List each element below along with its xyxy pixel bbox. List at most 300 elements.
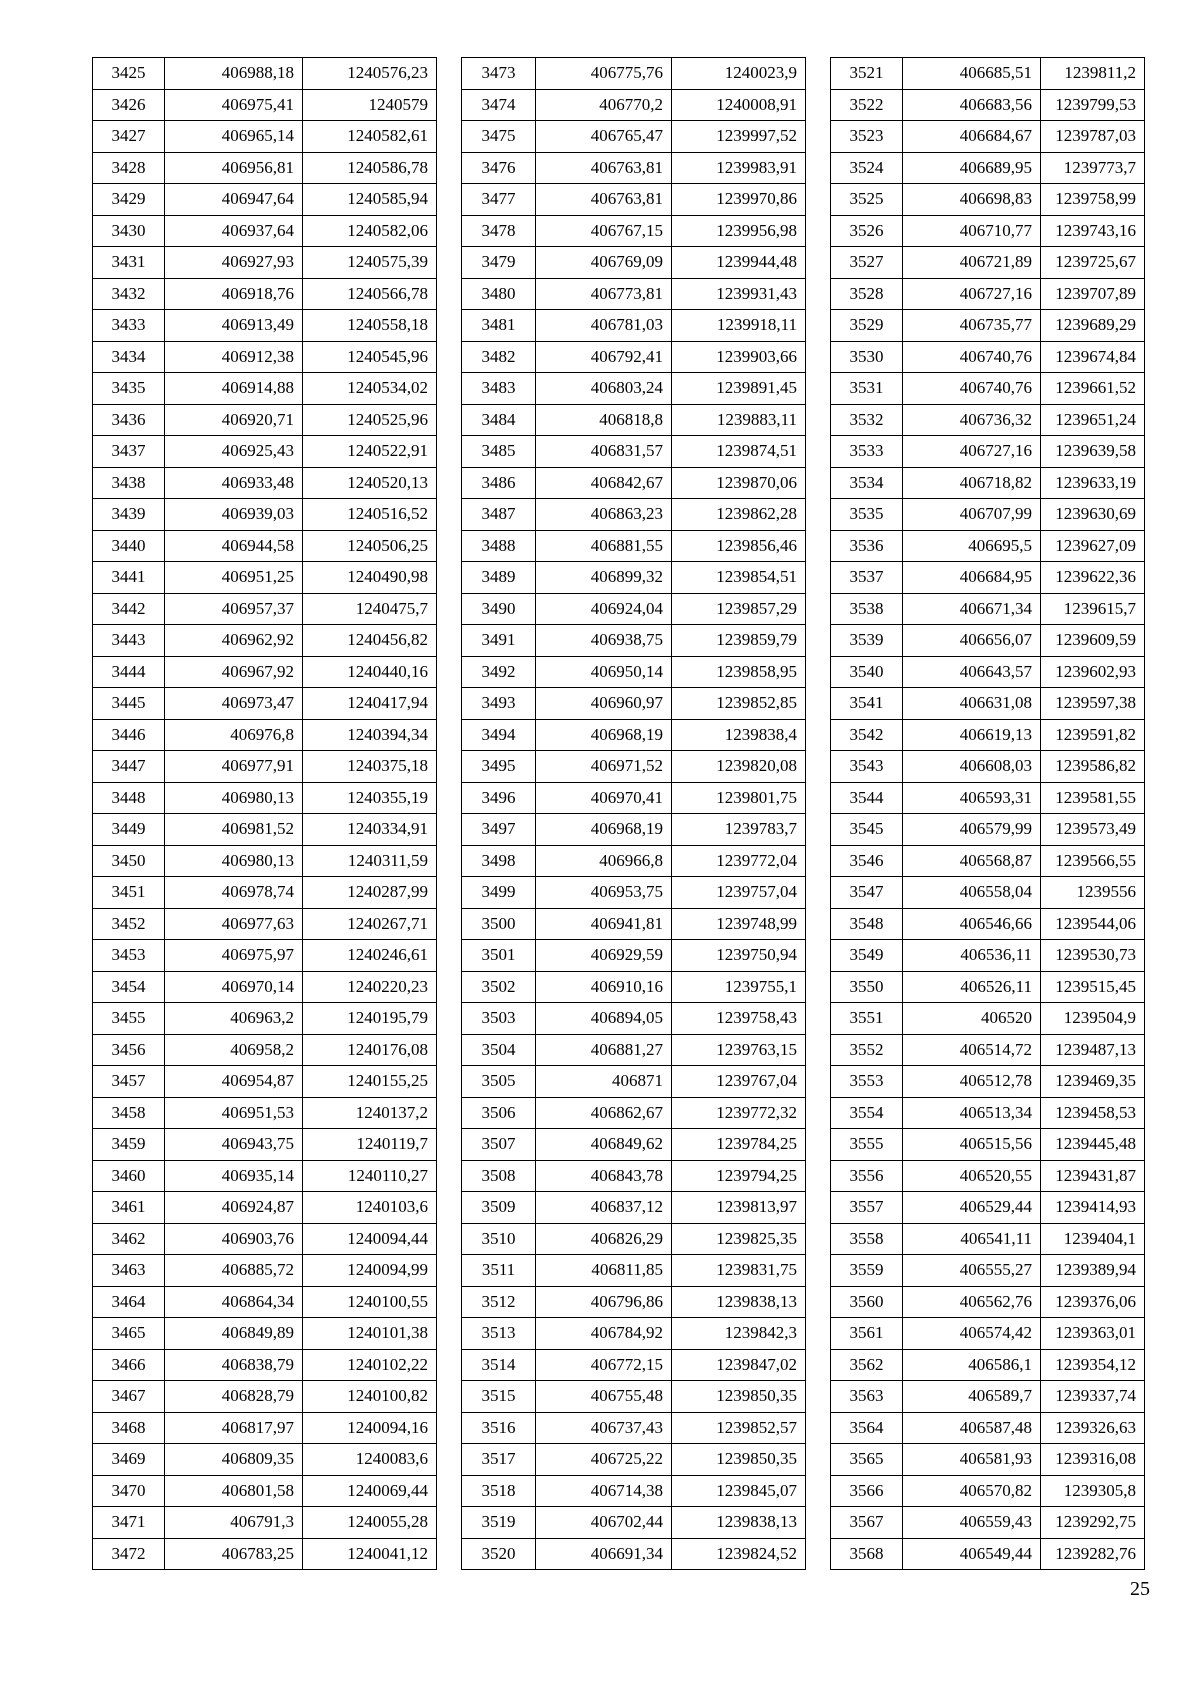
x-coordinate-cell: 406698,83 [903, 184, 1041, 216]
y-coordinate-cell: 1239743,16 [1041, 215, 1145, 247]
x-coordinate-cell: 406735,77 [903, 310, 1041, 342]
y-coordinate-cell: 1240576,23 [303, 58, 437, 90]
y-coordinate-cell: 1239852,85 [672, 688, 806, 720]
x-coordinate-cell: 406965,14 [165, 121, 303, 153]
y-coordinate-cell: 1240582,61 [303, 121, 437, 153]
table-row [462, 971, 806, 1003]
table-row [462, 1255, 806, 1287]
point-number-cell: 3465 [93, 1318, 165, 1350]
point-number-cell: 3552 [831, 1034, 903, 1066]
x-coordinate-cell: 406514,72 [903, 1034, 1041, 1066]
y-coordinate-cell: 1239556 [1041, 877, 1145, 909]
x-coordinate-cell: 406689,95 [903, 152, 1041, 184]
y-coordinate-cell: 1239566,55 [1041, 845, 1145, 877]
y-coordinate-cell: 1240520,13 [303, 467, 437, 499]
table-row [93, 341, 437, 373]
x-coordinate-cell: 406721,89 [903, 247, 1041, 279]
x-coordinate-cell: 406863,23 [536, 499, 672, 531]
point-number-cell: 3480 [462, 278, 536, 310]
y-coordinate-cell: 1239389,94 [1041, 1255, 1145, 1287]
y-coordinate-cell: 1240558,18 [303, 310, 437, 342]
table-row [93, 1538, 437, 1570]
x-coordinate-cell: 406581,93 [903, 1444, 1041, 1476]
point-number-cell: 3495 [462, 751, 536, 783]
x-coordinate-cell: 406526,11 [903, 971, 1041, 1003]
y-coordinate-cell: 1239651,24 [1041, 404, 1145, 436]
table-row [462, 1444, 806, 1476]
point-number-cell: 3544 [831, 782, 903, 814]
point-number-cell: 3430 [93, 215, 165, 247]
table-row [462, 152, 806, 184]
x-coordinate-cell: 406809,35 [165, 1444, 303, 1476]
point-number-cell: 3519 [462, 1507, 536, 1539]
table-row [462, 247, 806, 279]
x-coordinate-cell: 406970,41 [536, 782, 672, 814]
table-row [93, 1286, 437, 1318]
table-row [831, 1475, 1145, 1507]
x-coordinate-cell: 406586,1 [903, 1349, 1041, 1381]
point-number-cell: 3560 [831, 1286, 903, 1318]
table-row [93, 278, 437, 310]
table-row [93, 1223, 437, 1255]
table-row [462, 341, 806, 373]
y-coordinate-cell: 1239305,8 [1041, 1475, 1145, 1507]
x-coordinate-cell: 406939,03 [165, 499, 303, 531]
table-row [462, 404, 806, 436]
x-coordinate-cell: 406559,43 [903, 1507, 1041, 1539]
table-row [93, 719, 437, 751]
y-coordinate-cell: 1239852,57 [672, 1412, 806, 1444]
table-row [462, 530, 806, 562]
x-coordinate-cell: 406943,75 [165, 1129, 303, 1161]
table-row [831, 656, 1145, 688]
y-coordinate-cell: 1239326,63 [1041, 1412, 1145, 1444]
point-number-cell: 3513 [462, 1318, 536, 1350]
point-number-cell: 3508 [462, 1160, 536, 1192]
point-number-cell: 3474 [462, 89, 536, 121]
table-row [462, 908, 806, 940]
table-row [831, 1223, 1145, 1255]
table-row [462, 1129, 806, 1161]
point-number-cell: 3512 [462, 1286, 536, 1318]
y-coordinate-cell: 1240246,61 [303, 940, 437, 972]
x-coordinate-cell: 406871 [536, 1066, 672, 1098]
y-coordinate-cell: 1240094,44 [303, 1223, 437, 1255]
y-coordinate-cell: 1239292,75 [1041, 1507, 1145, 1539]
point-number-cell: 3531 [831, 373, 903, 405]
table-row [831, 373, 1145, 405]
point-number-cell: 3515 [462, 1381, 536, 1413]
point-number-cell: 3431 [93, 247, 165, 279]
table-row [462, 1538, 806, 1570]
x-coordinate-cell: 406980,13 [165, 845, 303, 877]
x-coordinate-cell: 406849,89 [165, 1318, 303, 1350]
table-row [93, 782, 437, 814]
table-row [462, 373, 806, 405]
point-number-cell: 3478 [462, 215, 536, 247]
table-row [462, 625, 806, 657]
x-coordinate-cell: 406549,44 [903, 1538, 1041, 1570]
table-row [831, 1318, 1145, 1350]
x-coordinate-cell: 406684,67 [903, 121, 1041, 153]
table-row [831, 1349, 1145, 1381]
y-coordinate-cell: 1239661,52 [1041, 373, 1145, 405]
x-coordinate-cell: 406737,43 [536, 1412, 672, 1444]
table-row [831, 1129, 1145, 1161]
x-coordinate-cell: 406727,16 [903, 436, 1041, 468]
table-row [93, 1381, 437, 1413]
y-coordinate-cell: 1239609,59 [1041, 625, 1145, 657]
y-coordinate-cell: 1239850,35 [672, 1444, 806, 1476]
x-coordinate-cell: 406781,03 [536, 310, 672, 342]
table-row [93, 1444, 437, 1476]
point-number-cell: 3458 [93, 1097, 165, 1129]
table-row [93, 1160, 437, 1192]
y-coordinate-cell: 1239845,07 [672, 1475, 806, 1507]
x-coordinate-cell: 406981,52 [165, 814, 303, 846]
y-coordinate-cell: 1240220,23 [303, 971, 437, 1003]
table-row [462, 940, 806, 972]
x-coordinate-cell: 406914,88 [165, 373, 303, 405]
table-row [93, 751, 437, 783]
y-coordinate-cell: 1239354,12 [1041, 1349, 1145, 1381]
point-number-cell: 3439 [93, 499, 165, 531]
x-coordinate-cell: 406740,76 [903, 373, 1041, 405]
y-coordinate-cell: 1240394,34 [303, 719, 437, 751]
y-coordinate-cell: 1239820,08 [672, 751, 806, 783]
table-row [831, 625, 1145, 657]
point-number-cell: 3500 [462, 908, 536, 940]
y-coordinate-cell: 1239602,93 [1041, 656, 1145, 688]
table-row [831, 1034, 1145, 1066]
point-number-cell: 3553 [831, 1066, 903, 1098]
x-coordinate-cell: 406763,81 [536, 152, 672, 184]
table-row [831, 1255, 1145, 1287]
x-coordinate-cell: 406881,27 [536, 1034, 672, 1066]
table-row [831, 58, 1145, 90]
point-number-cell: 3481 [462, 310, 536, 342]
x-coordinate-cell: 406718,82 [903, 467, 1041, 499]
point-number-cell: 3460 [93, 1160, 165, 1192]
x-coordinate-cell: 406520 [903, 1003, 1041, 1035]
table-row [831, 719, 1145, 751]
point-number-cell: 3533 [831, 436, 903, 468]
point-number-cell: 3471 [93, 1507, 165, 1539]
x-coordinate-cell: 406962,92 [165, 625, 303, 657]
y-coordinate-cell: 1239838,13 [672, 1286, 806, 1318]
x-coordinate-cell: 406950,14 [536, 656, 672, 688]
point-number-cell: 3483 [462, 373, 536, 405]
x-coordinate-cell: 406589,7 [903, 1381, 1041, 1413]
point-number-cell: 3428 [93, 152, 165, 184]
y-coordinate-cell: 1239414,93 [1041, 1192, 1145, 1224]
table-row [462, 1192, 806, 1224]
point-number-cell: 3527 [831, 247, 903, 279]
table-row [93, 1097, 437, 1129]
x-coordinate-cell: 406796,86 [536, 1286, 672, 1318]
table-row [93, 1192, 437, 1224]
point-number-cell: 3498 [462, 845, 536, 877]
table-row [831, 562, 1145, 594]
point-number-cell: 3473 [462, 58, 536, 90]
x-coordinate-cell: 406515,56 [903, 1129, 1041, 1161]
x-coordinate-cell: 406958,2 [165, 1034, 303, 1066]
y-coordinate-cell: 1239944,48 [672, 247, 806, 279]
point-number-cell: 3448 [93, 782, 165, 814]
x-coordinate-cell: 406773,81 [536, 278, 672, 310]
y-coordinate-cell: 1239431,87 [1041, 1160, 1145, 1192]
point-number-cell: 3502 [462, 971, 536, 1003]
table-row [462, 1318, 806, 1350]
table-row [462, 593, 806, 625]
point-number-cell: 3444 [93, 656, 165, 688]
x-coordinate-cell: 406562,76 [903, 1286, 1041, 1318]
y-coordinate-cell: 1240094,99 [303, 1255, 437, 1287]
point-number-cell: 3445 [93, 688, 165, 720]
point-number-cell: 3496 [462, 782, 536, 814]
y-coordinate-cell: 1239758,99 [1041, 184, 1145, 216]
x-coordinate-cell: 406684,95 [903, 562, 1041, 594]
x-coordinate-cell: 406918,76 [165, 278, 303, 310]
table-row [462, 499, 806, 531]
x-coordinate-cell: 406899,32 [536, 562, 672, 594]
point-number-cell: 3482 [462, 341, 536, 373]
table-row [462, 845, 806, 877]
point-number-cell: 3487 [462, 499, 536, 531]
x-coordinate-cell: 406862,67 [536, 1097, 672, 1129]
point-number-cell: 3556 [831, 1160, 903, 1192]
table-row [93, 1129, 437, 1161]
point-number-cell: 3446 [93, 719, 165, 751]
table-row [831, 1286, 1145, 1318]
x-coordinate-cell: 406579,99 [903, 814, 1041, 846]
point-number-cell: 3479 [462, 247, 536, 279]
table-row [93, 814, 437, 846]
x-coordinate-cell: 406818,8 [536, 404, 672, 436]
point-number-cell: 3525 [831, 184, 903, 216]
table-row [462, 1097, 806, 1129]
y-coordinate-cell: 1239838,4 [672, 719, 806, 751]
y-coordinate-cell: 1239783,7 [672, 814, 806, 846]
point-number-cell: 3543 [831, 751, 903, 783]
x-coordinate-cell: 406725,22 [536, 1444, 672, 1476]
coordinates-table-2 [461, 57, 806, 1570]
table-row [462, 719, 806, 751]
y-coordinate-cell: 1239707,89 [1041, 278, 1145, 310]
table-row [831, 467, 1145, 499]
point-number-cell: 3467 [93, 1381, 165, 1413]
x-coordinate-cell: 406765,47 [536, 121, 672, 153]
y-coordinate-cell: 1240516,52 [303, 499, 437, 531]
point-number-cell: 3485 [462, 436, 536, 468]
point-number-cell: 3538 [831, 593, 903, 625]
y-coordinate-cell: 1239838,13 [672, 1507, 806, 1539]
y-coordinate-cell: 1240155,25 [303, 1066, 437, 1098]
point-number-cell: 3438 [93, 467, 165, 499]
table-row [93, 152, 437, 184]
point-number-cell: 3517 [462, 1444, 536, 1476]
y-coordinate-cell: 1239445,48 [1041, 1129, 1145, 1161]
point-number-cell: 3547 [831, 877, 903, 909]
table-row [831, 593, 1145, 625]
point-number-cell: 3436 [93, 404, 165, 436]
x-coordinate-cell: 406671,34 [903, 593, 1041, 625]
y-coordinate-cell: 1239794,25 [672, 1160, 806, 1192]
x-coordinate-cell: 406849,62 [536, 1129, 672, 1161]
x-coordinate-cell: 406512,78 [903, 1066, 1041, 1098]
x-coordinate-cell: 406695,5 [903, 530, 1041, 562]
table-row [462, 688, 806, 720]
point-number-cell: 3491 [462, 625, 536, 657]
point-number-cell: 3464 [93, 1286, 165, 1318]
x-coordinate-cell: 406903,76 [165, 1223, 303, 1255]
y-coordinate-cell: 1239847,02 [672, 1349, 806, 1381]
x-coordinate-cell: 406837,12 [536, 1192, 672, 1224]
point-number-cell: 3537 [831, 562, 903, 594]
table-row [93, 1034, 437, 1066]
y-coordinate-cell: 1239469,35 [1041, 1066, 1145, 1098]
y-coordinate-cell: 1239591,82 [1041, 719, 1145, 751]
x-coordinate-cell: 406555,27 [903, 1255, 1041, 1287]
y-coordinate-cell: 1239748,99 [672, 908, 806, 940]
y-coordinate-cell: 1239772,32 [672, 1097, 806, 1129]
point-number-cell: 3451 [93, 877, 165, 909]
point-number-cell: 3488 [462, 530, 536, 562]
y-coordinate-cell: 1240311,59 [303, 845, 437, 877]
point-number-cell: 3528 [831, 278, 903, 310]
x-coordinate-cell: 406951,25 [165, 562, 303, 594]
x-coordinate-cell: 406967,92 [165, 656, 303, 688]
table-row [93, 1412, 437, 1444]
y-coordinate-cell: 1239874,51 [672, 436, 806, 468]
table-row [93, 1066, 437, 1098]
table-row [93, 436, 437, 468]
table-row [831, 215, 1145, 247]
point-number-cell: 3462 [93, 1223, 165, 1255]
x-coordinate-cell: 406977,91 [165, 751, 303, 783]
y-coordinate-cell: 1240195,79 [303, 1003, 437, 1035]
table-row [93, 499, 437, 531]
y-coordinate-cell: 1239842,3 [672, 1318, 806, 1350]
y-coordinate-cell: 1239859,79 [672, 625, 806, 657]
table-row [831, 499, 1145, 531]
point-number-cell: 3476 [462, 152, 536, 184]
table-row [93, 467, 437, 499]
table-row [462, 814, 806, 846]
y-coordinate-cell: 1239811,2 [1041, 58, 1145, 90]
x-coordinate-cell: 406831,57 [536, 436, 672, 468]
x-coordinate-cell: 406714,38 [536, 1475, 672, 1507]
x-coordinate-cell: 406843,78 [536, 1160, 672, 1192]
point-number-cell: 3432 [93, 278, 165, 310]
point-number-cell: 3521 [831, 58, 903, 90]
table-row [462, 184, 806, 216]
point-number-cell: 3514 [462, 1349, 536, 1381]
table-row [831, 1003, 1145, 1035]
point-number-cell: 3511 [462, 1255, 536, 1287]
point-number-cell: 3455 [93, 1003, 165, 1035]
table-row [93, 373, 437, 405]
x-coordinate-cell: 406864,34 [165, 1286, 303, 1318]
x-coordinate-cell: 406656,07 [903, 625, 1041, 657]
point-number-cell: 3542 [831, 719, 903, 751]
table-row [93, 1003, 437, 1035]
x-coordinate-cell: 406574,42 [903, 1318, 1041, 1350]
y-coordinate-cell: 1239282,76 [1041, 1538, 1145, 1570]
y-coordinate-cell: 1239586,82 [1041, 751, 1145, 783]
x-coordinate-cell: 406811,85 [536, 1255, 672, 1287]
table-row [462, 1003, 806, 1035]
y-coordinate-cell: 1239627,09 [1041, 530, 1145, 562]
y-coordinate-cell: 1240110,27 [303, 1160, 437, 1192]
x-coordinate-cell: 406763,81 [536, 184, 672, 216]
x-coordinate-cell: 406933,48 [165, 467, 303, 499]
table-row [93, 625, 437, 657]
y-coordinate-cell: 1239856,46 [672, 530, 806, 562]
x-coordinate-cell: 406792,41 [536, 341, 672, 373]
table-row [831, 247, 1145, 279]
table-row [831, 341, 1145, 373]
table-row [93, 656, 437, 688]
y-coordinate-cell: 1239813,97 [672, 1192, 806, 1224]
x-coordinate-cell: 406966,8 [536, 845, 672, 877]
x-coordinate-cell: 406929,59 [536, 940, 672, 972]
point-number-cell: 3484 [462, 404, 536, 436]
x-coordinate-cell: 406976,8 [165, 719, 303, 751]
y-coordinate-cell: 1239763,15 [672, 1034, 806, 1066]
point-number-cell: 3452 [93, 908, 165, 940]
y-coordinate-cell: 1239530,73 [1041, 940, 1145, 972]
point-number-cell: 3554 [831, 1097, 903, 1129]
table-row [831, 1444, 1145, 1476]
point-number-cell: 3506 [462, 1097, 536, 1129]
y-coordinate-cell: 1240334,91 [303, 814, 437, 846]
y-coordinate-cell: 1239674,84 [1041, 341, 1145, 373]
point-number-cell: 3461 [93, 1192, 165, 1224]
x-coordinate-cell: 406541,11 [903, 1223, 1041, 1255]
table-row [462, 1475, 806, 1507]
y-coordinate-cell: 1240094,16 [303, 1412, 437, 1444]
table-body [831, 58, 1145, 1570]
x-coordinate-cell: 406736,32 [903, 404, 1041, 436]
y-coordinate-cell: 1239633,19 [1041, 467, 1145, 499]
y-coordinate-cell: 1239615,7 [1041, 593, 1145, 625]
x-coordinate-cell: 406975,41 [165, 89, 303, 121]
table-row [93, 310, 437, 342]
y-coordinate-cell: 1239997,52 [672, 121, 806, 153]
x-coordinate-cell: 406971,52 [536, 751, 672, 783]
coordinates-table-1 [92, 57, 437, 1570]
y-coordinate-cell: 1239376,06 [1041, 1286, 1145, 1318]
y-coordinate-cell: 1240267,71 [303, 908, 437, 940]
point-number-cell: 3567 [831, 1507, 903, 1539]
table-row [831, 782, 1145, 814]
y-coordinate-cell: 1239854,51 [672, 562, 806, 594]
y-coordinate-cell: 1239857,29 [672, 593, 806, 625]
y-coordinate-cell: 1239363,01 [1041, 1318, 1145, 1350]
y-coordinate-cell: 1239903,66 [672, 341, 806, 373]
x-coordinate-cell: 406770,2 [536, 89, 672, 121]
x-coordinate-cell: 406740,76 [903, 341, 1041, 373]
point-number-cell: 3486 [462, 467, 536, 499]
x-coordinate-cell: 406968,19 [536, 719, 672, 751]
x-coordinate-cell: 406912,38 [165, 341, 303, 373]
point-number-cell: 3456 [93, 1034, 165, 1066]
x-coordinate-cell: 406963,2 [165, 1003, 303, 1035]
y-coordinate-cell: 1239750,94 [672, 940, 806, 972]
table-row [831, 1192, 1145, 1224]
point-number-cell: 3504 [462, 1034, 536, 1066]
